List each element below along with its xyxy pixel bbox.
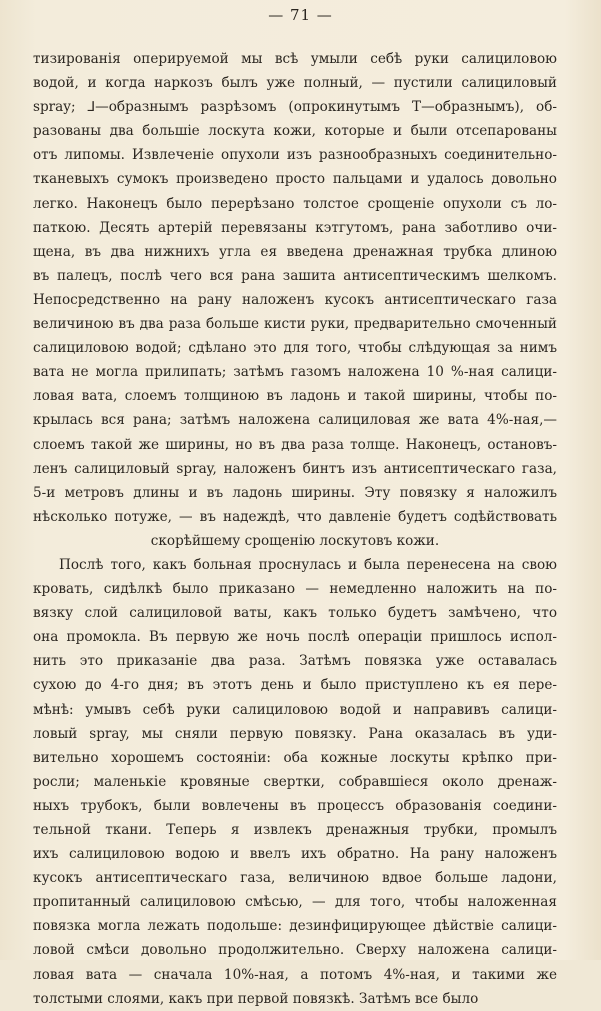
text-line: тизированія оперируемой мы всѣ умыли себѣ руки салициловою — [33, 51, 557, 67]
text-line: Непосредственно на рану наложенъ кусокъ антисептическаго газа — [33, 291, 557, 308]
body-text — [33, 47, 557, 1011]
text-line: она промокла. Въ первую же ночь послѣ операціи пришлось испол- — [33, 629, 557, 646]
text-line: крылась вся рана; затѣмъ наложена салициловая же вата 4%-ная,— — [33, 412, 557, 429]
text-line: величиною въ два раза больше кисти руки, предварительно смоченный — [33, 316, 557, 333]
text-line: легко. Наконецъ было перерѣзано толстое срощеніе опухоли съ ло- — [33, 195, 557, 212]
text-line: ловая вата — сначала 10%-ная, а потомъ 4%-ная, и такими же — [33, 966, 557, 983]
text-line: Послѣ того, какъ больная проснулась и была перенесена на свою — [59, 556, 557, 573]
text-line: ленъ салициловый spray, наложенъ бинтъ изъ антисептическаго газа, — [33, 460, 557, 477]
text-line: нѣсколько потуже, — въ надеждѣ, что давленіе будетъ содѣйствовать — [33, 508, 557, 525]
text-line: пропитанный салициловою смѣсью, — для того, чтобы наложенная — [33, 894, 557, 911]
text-line: разованы два большіе лоскута кожи, которые и были отсепарованы — [33, 123, 557, 140]
text-line: кусокъ антисептическаго газа, величиною вдвое больше ладони, — [33, 870, 557, 887]
paragraph-2 — [33, 553, 557, 1011]
text-line: паткою. Десять артерій перевязаны кэтгутомъ, рана заботливо очи- — [33, 219, 557, 236]
text-line: ныхъ трубокъ, были вовлечены въ процессъ образованія соедини- — [33, 797, 557, 814]
text-line: spray; ⅃—образнымъ разрѣзомъ (опрокинутымъ Т—образнымъ), об- — [33, 99, 557, 116]
text-line: мѣнѣ: умывъ себѣ руки салициловою водой и направивъ салици- — [33, 701, 557, 718]
text-line: въ палецъ, послѣ чего вся рана зашита антисептическимъ шелкомъ. — [33, 267, 557, 284]
text-line: кровать, сидѣлкѣ было приказано — немедленно наложить на по- — [33, 581, 557, 598]
text-line: толстыми слоями, какъ при первой повязкѣ. Затѣмъ все было — [33, 990, 479, 1007]
text-line: салициловою водой; сдѣлано это для того, чтобы слѣдующая за нимъ — [33, 340, 557, 357]
text-line: отъ липомы. Извлеченіе опухоли изъ разнообразныхъ соединительно- — [33, 147, 557, 164]
text-line: ихъ салициловою водою и ввелъ ихъ обратно. На рану наложенъ — [33, 846, 557, 863]
text-line: ловая вата, слоемъ толщиною въ ладонь и такой ширины, чтобы по- — [33, 388, 557, 405]
text-line: росли; маленькіе кровяные свертки, собравшіеся около дренаж- — [33, 773, 557, 790]
text-line: тельной ткани. Теперь я извлекъ дренажныя трубки, промылъ — [33, 822, 557, 838]
text-line: повязка могла лежать подольше: дезинфицирующее дѣйствіе салици- — [33, 918, 557, 935]
paragraph-1 — [33, 47, 557, 553]
text-line: водой, и когда наркозъ былъ уже полный, — пустили салициловый — [33, 75, 557, 92]
text-line: вата не могла прилипать; затѣмъ газомъ наложена 10 %-ная салици- — [33, 364, 557, 381]
text-line: 5-и метровъ длины и въ ладонь ширины. Эту повязку я наложилъ — [33, 484, 557, 501]
text-line: нить это приказаніе два раза. Затѣмъ повязка уже оставалась — [33, 653, 557, 670]
text-line: вительно хорошемъ состояніи: оба кожные лоскуты крѣпко при- — [33, 749, 557, 766]
page-number: — 71 — — [268, 6, 333, 24]
text-line: сухою до 4-го дня; въ этотъ день и было приступлено къ ея пере- — [33, 677, 557, 694]
text-line: слоемъ такой же ширины, но въ два раза толще. Наконецъ, остановъ- — [33, 436, 557, 453]
text-line: ловой смѣси довольно продолжительно. Сверху наложена салици- — [33, 942, 557, 959]
text-line: скорѣйшему срощенію лоскутовъ кожи. — [150, 532, 440, 549]
text-line: вязку слой салициловой ваты, какъ только будетъ замѣчено, что — [33, 605, 557, 622]
text-line: щена, въ два нижнихъ угла ея введена дренажная трубка длиною — [33, 243, 557, 260]
text-line: ловый spray, мы сняли первую повязку. Рана оказалась въ уди- — [33, 725, 557, 742]
text-line: тканевыхъ сумокъ произведено просто пальцами и удалось довольно — [33, 171, 557, 188]
